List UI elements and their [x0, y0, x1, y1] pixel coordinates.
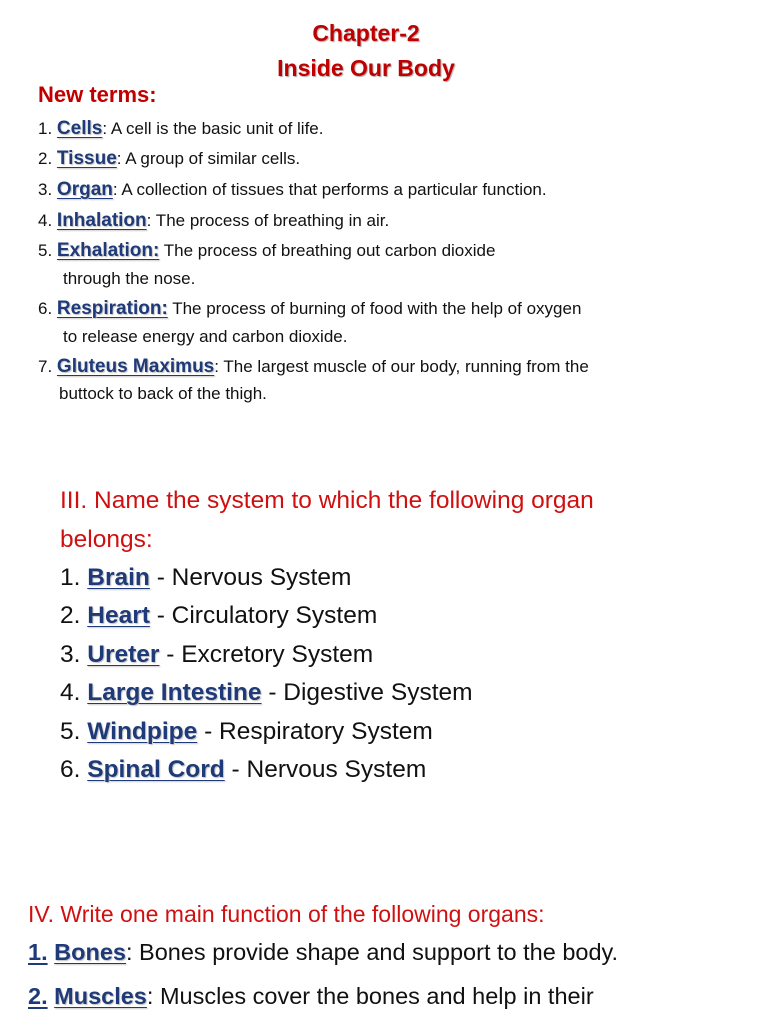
term-sep: :: [102, 119, 108, 138]
organ-name: Spinal Cord: [87, 756, 225, 783]
term-definition: The process of burning of food with the help of oxygen: [167, 299, 582, 318]
term-definition: A collection of tissues that performs a particular function.: [117, 180, 547, 199]
system-name: - Digestive System: [261, 679, 473, 706]
term-definition: The process of breathing out carbon dioxide: [159, 241, 496, 260]
term-number: 4.: [38, 211, 53, 230]
system-name: - Circulatory System: [149, 602, 378, 629]
organ-function-item: [28, 939, 618, 966]
term-number: 1.: [38, 119, 53, 138]
term-number: 7.: [38, 357, 53, 376]
term-number: 6.: [38, 299, 53, 318]
item-number: 5.: [60, 718, 81, 745]
term-item: [38, 298, 581, 320]
term-item: [38, 356, 589, 378]
organ-name: Brain: [87, 564, 150, 591]
term-definition: A cell is the basic unit of life.: [107, 119, 324, 138]
term-item: [38, 240, 495, 262]
term-word: Exhalation:: [56, 240, 160, 261]
item-number: 6.: [60, 756, 81, 783]
term-definition: A group of similar cells.: [121, 149, 301, 168]
chapter-number: Chapter-2: [312, 20, 420, 46]
term-word: Cells: [56, 118, 103, 139]
organ-name: Windpipe: [87, 718, 198, 745]
organ-system-item: [60, 641, 373, 669]
term-number: 2.: [38, 149, 53, 168]
organ-name: Heart: [87, 602, 150, 629]
organ-system-item: [60, 602, 377, 630]
organ-function: : Bones provide shape and support to the body.: [125, 939, 619, 965]
term-word: Respiration:: [56, 298, 168, 319]
term-number: 3.: [38, 180, 53, 199]
term-item: [38, 118, 323, 140]
item-number: 4.: [60, 679, 81, 706]
chapter-title: Inside Our Body: [277, 55, 455, 81]
term-definition-continued: buttock to back of the thigh.: [59, 384, 267, 403]
organ-name: Large Intestine: [87, 679, 262, 706]
term-word: Tissue: [56, 148, 117, 169]
term-item: [38, 210, 389, 232]
term-sep: :: [214, 357, 219, 376]
system-name: - Respiratory System: [197, 718, 433, 745]
item-number: 1.: [60, 564, 81, 591]
term-definition-continued: through the nose.: [63, 269, 196, 288]
section3-question-line1: III. Name the system to which the following organ: [60, 487, 594, 514]
term-sep: :: [112, 180, 118, 199]
organ-system-item: [60, 679, 473, 707]
system-name: - Excretory System: [159, 641, 374, 668]
term-number: 5.: [38, 241, 53, 260]
term-word: Organ: [56, 179, 113, 200]
organ-name: Muscles: [54, 983, 147, 1009]
item-number: 3.: [60, 641, 81, 668]
item-number: 2.: [60, 602, 81, 629]
term-word: Gluteus Maximus: [56, 356, 215, 377]
term-sep: :: [146, 211, 152, 230]
term-definition: The process of breathing in air.: [151, 211, 390, 230]
organ-system-item: [60, 564, 351, 592]
term-definition: The largest muscle of our body, running from the: [218, 357, 589, 376]
organ-system-item: [60, 718, 433, 746]
organ-name: Ureter: [87, 641, 160, 668]
item-number: 1.: [28, 939, 48, 965]
item-number: 2.: [28, 983, 48, 1009]
system-name: - Nervous System: [224, 756, 427, 783]
organ-system-item: [60, 756, 426, 784]
term-item: [38, 179, 547, 201]
term-word: Inhalation: [56, 210, 147, 231]
organ-function-item: [28, 983, 594, 1010]
section4-question: IV. Write one main function of the following organs:: [28, 901, 545, 927]
system-name: - Nervous System: [149, 564, 352, 591]
new-terms-heading: New terms:: [38, 82, 157, 107]
section3-question-line2: belongs:: [60, 526, 153, 553]
term-definition-continued: to release energy and carbon dioxide.: [63, 327, 348, 346]
organ-name: Bones: [54, 939, 126, 965]
term-item: [38, 148, 300, 170]
organ-function: : Muscles cover the bones and help in their: [146, 983, 594, 1009]
term-sep: :: [116, 149, 122, 168]
